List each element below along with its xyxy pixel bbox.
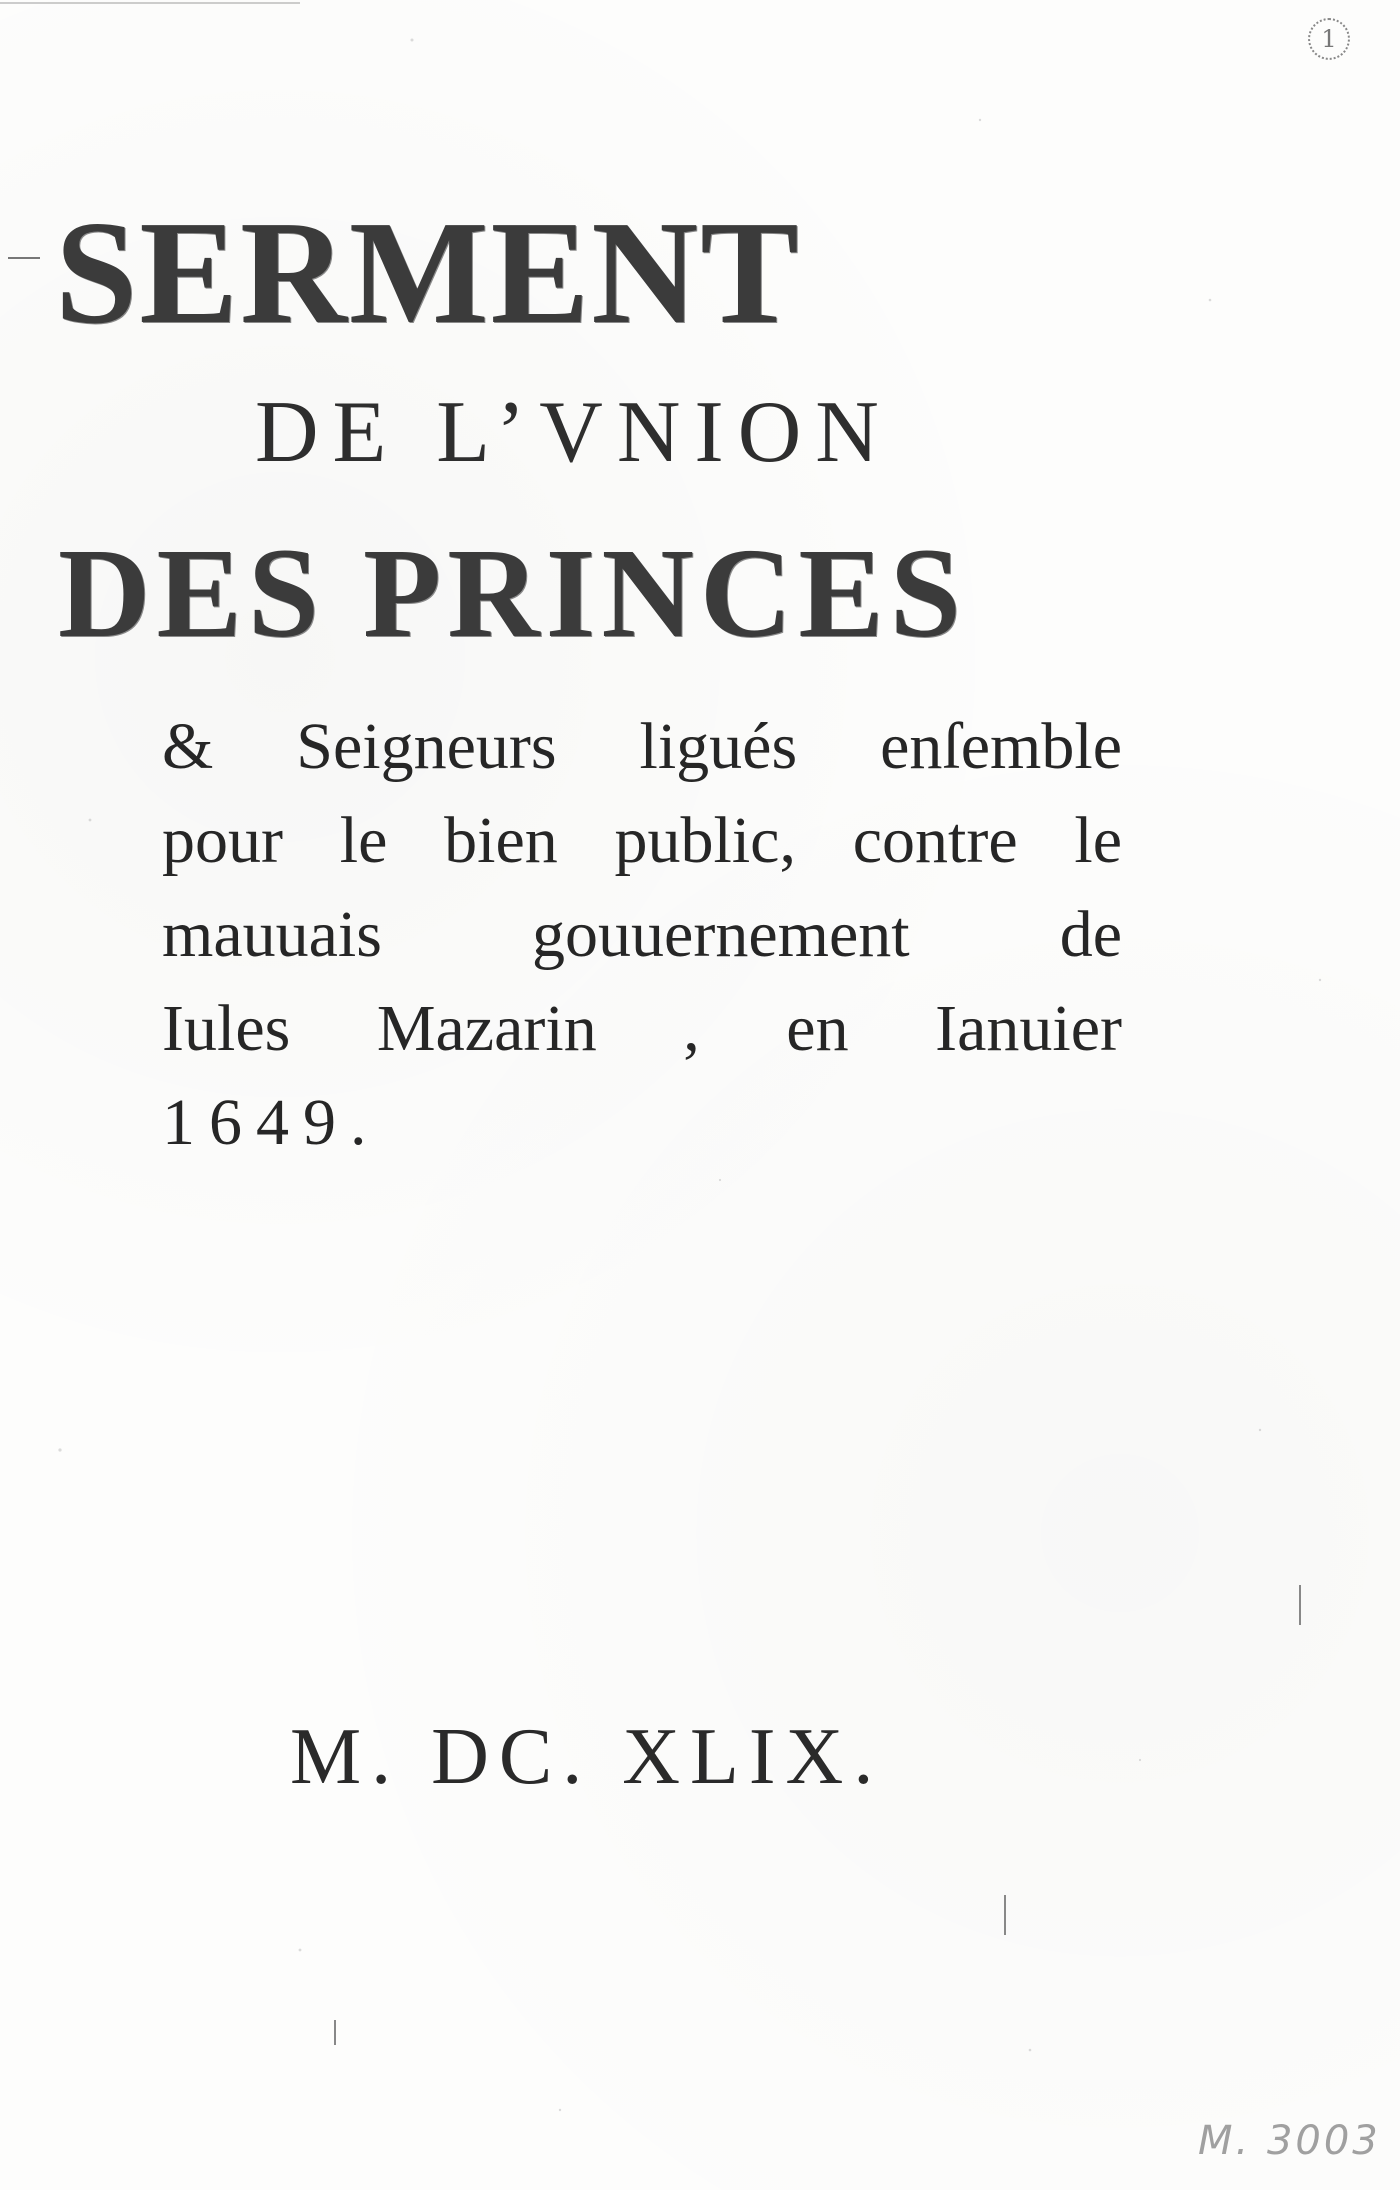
- folio-number-text: 1: [1321, 25, 1337, 53]
- subtitle-line-2: pour le bien public, contre le: [162, 804, 1122, 877]
- folio-circle-mark: [1308, 18, 1350, 60]
- subtitle-line-1: & Seigneurs ligués enſemble: [162, 710, 1122, 783]
- subtitle-line-5-year: 1649.: [162, 1086, 381, 1159]
- folio-number: [1308, 18, 1350, 60]
- title-serment: SERMENT: [55, 191, 801, 355]
- subtitle-line-3: mauuais gouuernement de: [162, 898, 1122, 971]
- title-subtitle-block: [162, 700, 1122, 1170]
- title-des-princes: DES PRINCES: [58, 522, 967, 664]
- subtitle-line-4: Iules Mazarin , en Ianuier: [162, 992, 1122, 1065]
- imprint-date: M. DC. XLIX.: [290, 1713, 884, 1801]
- title-de-lunion: DE L’VNION: [255, 384, 893, 481]
- library-shelfmark: M. 3003: [1198, 2118, 1381, 2164]
